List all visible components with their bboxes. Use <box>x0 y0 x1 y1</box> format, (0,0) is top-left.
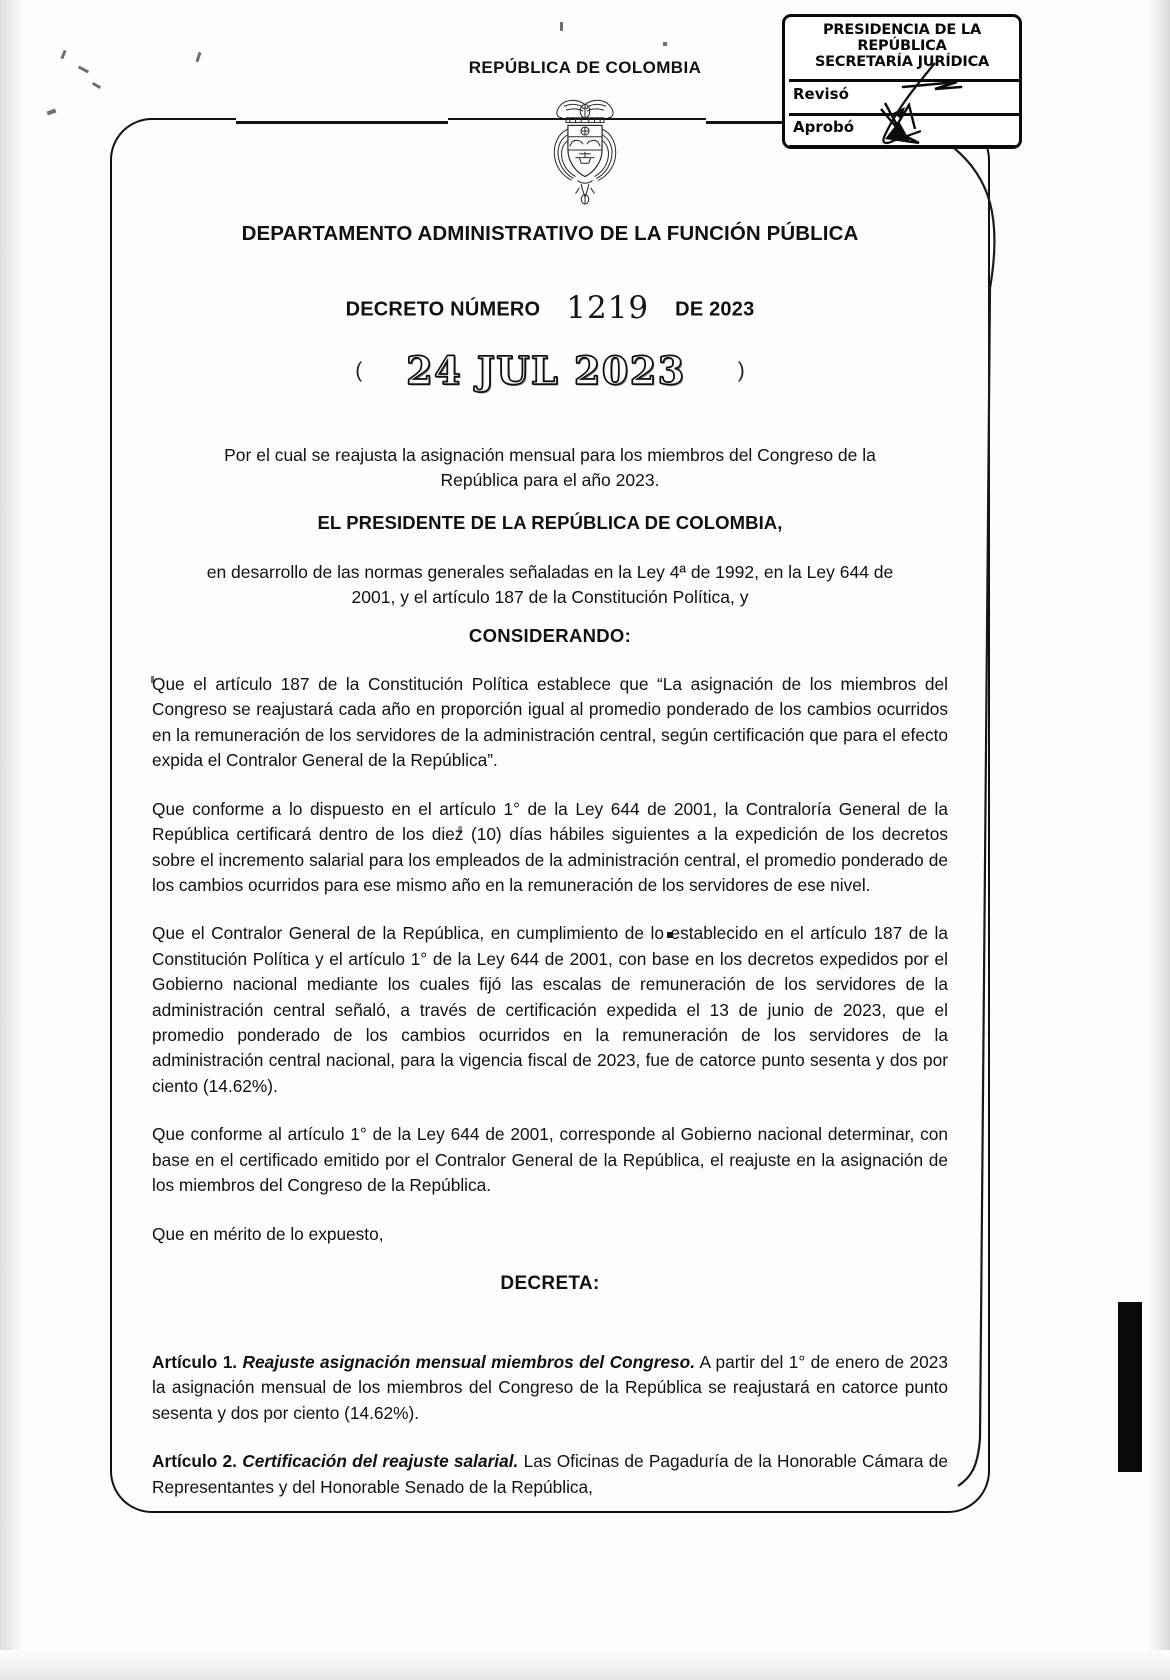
article-2-body: Las Oficinas de Pagaduría de la Honorable Cámara de Representantes y del Honorable Senado de la República, <box>152 1451 948 1497</box>
decree-number-stamp: 1219 <box>566 290 650 326</box>
page-title: REPÚBLICA DE COLOMBIA <box>468 58 702 77</box>
issuer-heading: EL PRESIDENTE DE LA REPÚBLICA DE COLOMBIA, <box>317 512 783 533</box>
department-title: DEPARTAMENTO ADMINISTRATIVO DE LA FUNCIÓN PÚBLICA <box>241 222 859 245</box>
stamp-divider <box>789 113 1021 116</box>
stamp-divider <box>789 145 1021 148</box>
considering-paragraph: Que conforme a lo dispuesto en el artículo 1° de la Ley 644 de 2001, la Contraloría General de la República certificará dentro de los diez (10) días hábiles siguientes a la expedición de los decretos sobre el incremento salarial para los empleados de la administración central, el promedio ponderado de los cambios ocurridos para ese mismo año en la remuneración de los servidores de ese nivel. <box>152 798 948 895</box>
paren-open: ( <box>355 358 363 382</box>
colombia-coat-of-arms-icon <box>537 95 633 205</box>
stamp-aprobo-label: Aprobó <box>793 118 855 136</box>
scan-black-bar <box>1118 1302 1142 1472</box>
decree-subject: Por el cual se reajusta la asignación mensual para los miembros del Congreso de la República para el año 2023. <box>224 445 876 490</box>
stamp-divider <box>789 79 1021 82</box>
decreta-heading: DECRETA: <box>500 1273 600 1295</box>
article-1-number: Artículo 1. <box>152 1351 238 1372</box>
scan-speck <box>47 109 57 116</box>
header-rule-left <box>236 121 448 124</box>
scan-edge-left <box>0 0 26 1680</box>
date-stamp: 24 JUL 2023 <box>406 348 686 393</box>
considering-heading: CONSIDERANDO: <box>468 625 632 646</box>
article-2 <box>152 1449 948 1500</box>
considering-paragraph: Que conforme al artículo 1° de la Ley 644 de 2001, corresponde al Gobierno nacional determinar, con base en el certificado emitido por el Contralor General de la República, el reajuste en la asignación de los miembros del Congreso de la República. <box>152 1124 948 1196</box>
article-1-body: A partir del 1° de enero de 2023 la asignación mensual de los miembros del Congreso de la República se reajustará en catorce punto sesenta y dos por ciento (14.62%). <box>152 1351 948 1423</box>
article-2-number: Artículo 2. <box>152 1451 237 1472</box>
decree-body <box>152 672 948 1523</box>
considering-paragraph: Que el Contralor General de la República, en cumplimiento de lo establecido en el artículo 187 de la Constitución Política y el artículo 1° de la Ley 644 de 2001, con base en los decretos expedidos por el Gobierno nacional mediante los cuales fijó las escalas de remuneración de los servidores de la administración central señaló, a través de certificación expedida el 13 de junio de 2023, que el promedio ponderado de los cambios ocurridos en la remuneración de los servidores de la administración central nacional, para la vigencia fiscal de 2023, fue de catorce punto sesenta y dos por ciento (14.62%). <box>152 923 948 1096</box>
decree-label: DECRETO NÚMERO <box>345 298 541 321</box>
scan-edge-right <box>1148 0 1170 1680</box>
scan-speck <box>560 22 563 31</box>
stamp-title-line1: PRESIDENCIA DE LA REPÚBLICA <box>823 22 981 55</box>
decree-date-line <box>110 348 990 393</box>
scan-speck <box>663 42 667 46</box>
considering-paragraph: Que en mérito de lo expuesto, <box>152 1223 384 1244</box>
stamp-title-line2: SECRETARÍA JURÍDICA <box>814 54 990 71</box>
article-1 <box>152 1350 948 1426</box>
approval-stamp <box>782 14 1022 149</box>
decree-number-line <box>110 292 990 328</box>
legal-basis: en desarrollo de las normas generales señaladas en la Ley 4ª de 1992, en la Ley 644 de 2001, y el artículo 187 de la Constitución Política, y <box>206 562 894 608</box>
scan-speck <box>92 82 101 89</box>
article-2-title: Certificación del reajuste salarial. <box>242 1451 519 1472</box>
considering-paragraph: Que el artículo 187 de la Constitución Política establece que “La asignación de los miembros del Congreso se reajustará cada año en proporción igual al promedio ponderado de los cambios ocurridos en la remuneración de los servidores de la administración central, según certificación que para el efecto expida el Contralor General de la República”. <box>152 674 948 771</box>
decree-year: DE 2023 <box>675 298 755 321</box>
scan-edge-bottom <box>0 1650 1170 1680</box>
stamp-reviso-label: Revisó <box>793 85 849 103</box>
article-spacer <box>152 1328 948 1350</box>
paren-close: ) <box>737 358 745 382</box>
article-1-title: Reajuste asignación mensual miembros del Congreso. <box>242 1351 696 1372</box>
